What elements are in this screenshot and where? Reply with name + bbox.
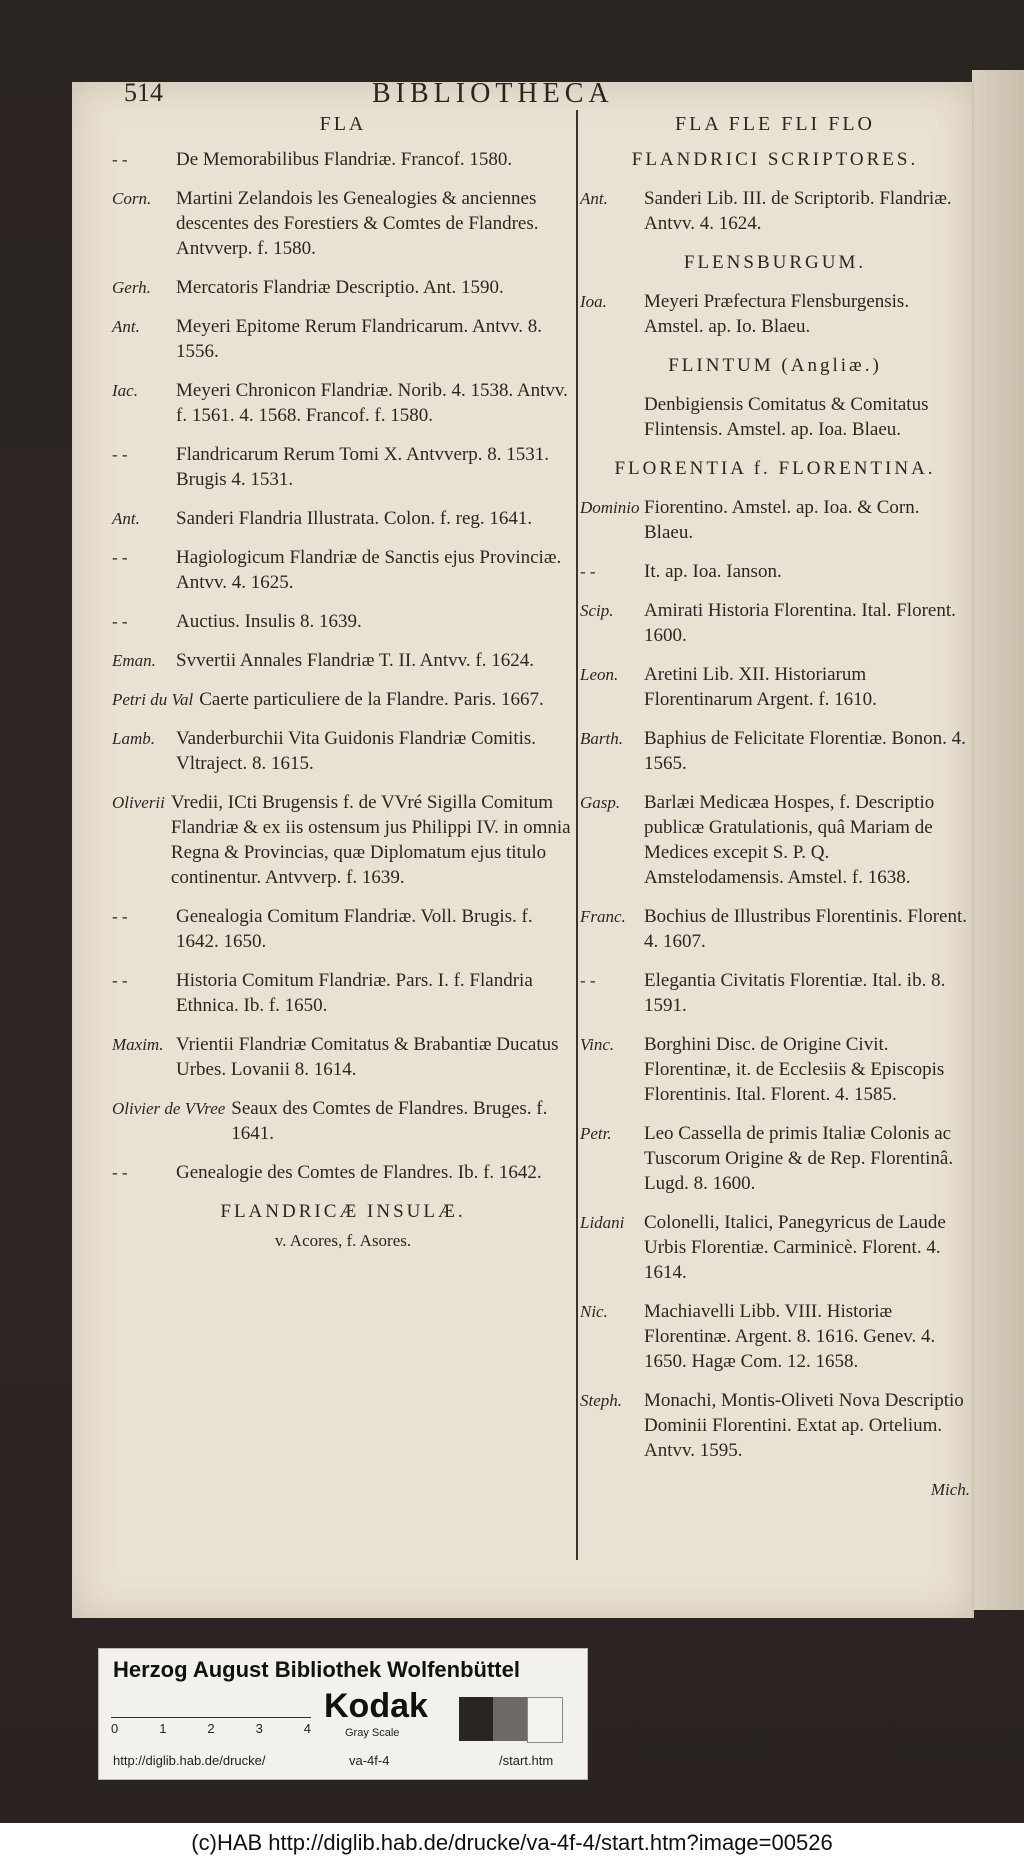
- gray-scale-label: Gray Scale: [345, 1727, 400, 1739]
- entry-text: Colonelli, Italici, Panegyricus de Laude Urbis Florentiæ. Carminicè. Florent. 4. 1614.: [644, 1212, 946, 1283]
- entry-text: Fiorentino. Amstel. ap. Ioa. & Corn. Blaeu.: [644, 497, 920, 543]
- entry-author: - -: [112, 907, 128, 926]
- entry-text: Flandricarum Rerum Tomi X. Antvverp. 8. 1531. Brugis 4. 1531.: [176, 444, 549, 490]
- entry-author: Nic.: [580, 1302, 608, 1321]
- entry-text: Hagiologicum Flandriæ de Sanctis ejus Provinciæ. Antvv. 4. 1625.: [176, 547, 562, 593]
- entry-text: Genealogia Comitum Flandriæ. Voll. Brugis. f. 1642. 1650.: [176, 906, 533, 952]
- entry-author: - -: [112, 445, 128, 464]
- entry-text: Denbigiensis Comitatus & Comitatus Flintensis. Amstel. ap. Ioa. Blaeu.: [644, 394, 929, 440]
- left-final-heading: FLANDRICÆ INSULÆ.: [220, 1201, 466, 1222]
- footer-url: (c)HAB http://diglib.hab.de/drucke/va-4f-4/start.htm?image=00526: [0, 1823, 1024, 1863]
- gray-swatch-mid: [493, 1697, 527, 1741]
- section-flintum: FLINTUM (Angliæ.): [668, 355, 882, 376]
- gray-swatch-dark: [459, 1697, 493, 1741]
- entry-author: Barth.: [580, 729, 623, 748]
- entry-author: Ioa.: [580, 292, 607, 311]
- entry-author: - -: [112, 971, 128, 990]
- entries-flensburgum: [580, 289, 970, 339]
- entry-author: Corn.: [112, 189, 152, 208]
- catalog-entry: [580, 968, 970, 1018]
- entry-text: Meyeri Præfectura Flensburgensis. Amstel. ap. Io. Blaeu.: [644, 291, 910, 337]
- catalog-entry: [112, 609, 574, 634]
- catalog-entry: [112, 1032, 574, 1082]
- entry-text: Sanderi Lib. III. de Scriptorib. Flandriæ. Antvv. 4. 1624.: [644, 188, 952, 234]
- url-left: http://diglib.hab.de/drucke/: [113, 1753, 266, 1768]
- color-calibration-bar: [98, 1648, 588, 1780]
- entry-author: - -: [112, 612, 128, 631]
- gray-swatch-light: [527, 1697, 563, 1743]
- entry-text: De Memorabilibus Flandriæ. Francof. 1580.: [176, 149, 513, 170]
- entry-author: Leon.: [580, 665, 619, 684]
- catalog-entry: [580, 598, 970, 648]
- catchword: Mich.: [930, 1480, 970, 1499]
- catalog-entry: [112, 687, 574, 712]
- entry-author: Franc.: [580, 907, 626, 926]
- catalog-entry: [112, 506, 574, 531]
- entry-text: Vrientii Flandriæ Comitatus & Brabantiæ Ducatus Urbes. Lovanii 8. 1614.: [176, 1034, 559, 1080]
- entry-author: Petr.: [580, 1124, 612, 1143]
- catalog-entry: [580, 904, 970, 954]
- catalog-entry: [112, 186, 574, 261]
- url-mid: va-4f-4: [349, 1753, 390, 1768]
- entry-author: Lamb.: [112, 729, 155, 748]
- section-florentia: FLORENTIA f. FLORENTINA.: [614, 458, 936, 479]
- entry-text: Mercatoris Flandriæ Descriptio. Ant. 1590.: [176, 277, 504, 298]
- entry-text: Auctius. Insulis 8. 1639.: [176, 611, 362, 632]
- entry-text: Baphius de Felicitate Florentiæ. Bonon. 4. 1565.: [644, 728, 966, 774]
- entry-text: Sanderi Flandria Illustrata. Colon. f. reg. 1641.: [176, 508, 533, 529]
- left-entries: [112, 147, 574, 1185]
- scale-tick: 2: [207, 1721, 215, 1736]
- entry-text: Vanderburchii Vita Guidonis Flandriæ Comitis. Vltraject. 8. 1615.: [176, 728, 537, 774]
- catalog-entry: [112, 275, 574, 300]
- entry-text: Martini Zelandois les Genealogies & anciennes descentes des Forestiers & Comtes de Flandres. Antvverp. f. 1580.: [176, 188, 539, 259]
- catalog-entry: [112, 790, 574, 890]
- catalog-entry: [112, 1096, 574, 1146]
- catalog-entry: [112, 147, 574, 172]
- left-column: [112, 108, 574, 1253]
- entry-author: Gasp.: [580, 793, 621, 812]
- entry-text: Machiavelli Libb. VIII. Historiæ Florentinæ. Argent. 8. 1616. Genev. 4. 1650. Hagæ Com. 12. 1658.: [644, 1301, 936, 1372]
- catalog-entry: [580, 289, 970, 339]
- entry-author: Gerh.: [112, 278, 151, 297]
- catalog-entry: [580, 1121, 970, 1196]
- catalog-entry: [580, 1210, 970, 1285]
- catalog-entry: [580, 392, 970, 442]
- entry-author: - -: [112, 150, 128, 169]
- entry-text: It. ap. Ioa. Ianson.: [644, 561, 782, 582]
- entry-text: Svvertii Annales Flandriæ T. II. Antvv. f. 1624.: [176, 650, 534, 671]
- entry-author: Scip.: [580, 601, 614, 620]
- catalog-entry: [580, 495, 970, 545]
- entry-author: Lidani: [580, 1213, 625, 1232]
- page-number: 514: [124, 78, 163, 107]
- entry-author: Maxim.: [112, 1035, 164, 1054]
- catalog-entry: [580, 790, 970, 890]
- entry-text: Aretini Lib. XII. Historiarum Florentinarum Argent. f. 1610.: [644, 664, 877, 710]
- entry-text: Vredii, ICti Brugensis f. de VVré Sigilla Comitum Flandriæ & ex iis ostensum jus Philippi IV. in omnia Regna & Provincias, quæ Diplomatum ejus titulo continentur. Antvverp. f. 1639.: [170, 792, 571, 888]
- scale-ruler: [111, 1697, 311, 1718]
- library-name: Herzog August Bibliothek Wolfenbüttel: [113, 1657, 520, 1682]
- entry-author: Ant.: [112, 509, 140, 528]
- scale-tick: 4: [303, 1721, 311, 1736]
- entry-text: Elegantia Civitatis Florentiæ. Ital. ib. 8. 1591.: [644, 970, 946, 1016]
- entries-flintum: [580, 392, 970, 442]
- entry-author: Ant.: [580, 189, 608, 208]
- entry-author: Oliverii: [112, 793, 165, 812]
- entry-text: Borghini Disc. de Origine Civit. Florentinæ, it. de Ecclesiis & Episcopis Florentinis. Ital. Florent. 4. 1585.: [644, 1034, 945, 1105]
- entry-author: Petri du Val: [112, 690, 194, 709]
- catalog-entry: [112, 545, 574, 595]
- catalog-entry: [112, 314, 574, 364]
- entry-author: - -: [580, 562, 596, 581]
- entry-author: - -: [580, 971, 596, 990]
- catalog-entry: [580, 186, 970, 236]
- scale-tick: 0: [111, 1721, 119, 1736]
- entry-author: Iac.: [112, 381, 138, 400]
- next-page-edge: [972, 70, 1024, 1610]
- entry-author: - -: [112, 548, 128, 567]
- entry-text: Monachi, Montis-Oliveti Nova Descriptio Dominii Florentini. Extat ap. Ortelium. Antvv. 1595.: [644, 1390, 964, 1461]
- entry-text: Genealogie des Comtes de Flandres. Ib. f. 1642.: [176, 1162, 542, 1183]
- entry-author: [580, 392, 644, 442]
- column-divider: [576, 110, 578, 1560]
- catalog-entry: [580, 1388, 970, 1463]
- entries-florentia: [580, 495, 970, 1463]
- entry-text: Leo Cassella de primis Italiæ Colonis ac Tuscorum Origine & de Rep. Florentinâ. Lugd. 8. 1600.: [644, 1123, 954, 1194]
- catalog-entry: [580, 726, 970, 776]
- entry-text: Amirati Historia Florentina. Ital. Florent. 1600.: [644, 600, 956, 646]
- entry-author: Steph.: [580, 1391, 623, 1410]
- scale-tick: 3: [255, 1721, 263, 1736]
- left-column-head: FLA: [319, 113, 367, 135]
- entry-author: Olivier de VVree: [112, 1099, 226, 1118]
- section-flensburgum: FLENSBURGUM.: [683, 252, 867, 273]
- kodak-logo: Kodak: [324, 1687, 428, 1725]
- catalog-entry: [580, 662, 970, 712]
- scale-ticks: [111, 1721, 311, 1736]
- entry-author: Dominio: [580, 498, 640, 517]
- catalog-entry: [112, 968, 574, 1018]
- entry-text: Barlæi Medicæa Hospes, f. Descriptio publicæ Gratulationis, quâ Mariam de Medices excepit S. P. Q. Amstelodamensis. Amstel. f. 1638.: [644, 792, 935, 888]
- section-flandrici: FLANDRICI SCRIPTORES.: [631, 149, 919, 170]
- catalog-entry: [112, 1160, 574, 1185]
- entry-author: Vinc.: [580, 1035, 615, 1054]
- catalog-entry: [112, 726, 574, 776]
- entry-author: - -: [112, 1163, 128, 1182]
- catalog-entry: [112, 442, 574, 492]
- entry-text: Meyeri Epitome Rerum Flandricarum. Antvv. 8. 1556.: [176, 316, 543, 362]
- catalog-entry: [112, 904, 574, 954]
- right-column: [580, 108, 970, 1502]
- entry-author: Eman.: [112, 651, 156, 670]
- entry-text: Bochius de Illustribus Florentinis. Florent. 4. 1607.: [644, 906, 967, 952]
- entry-text: Historia Comitum Flandriæ. Pars. I. f. Flandria Ethnica. Ib. f. 1650.: [176, 970, 533, 1016]
- scale-tick: 1: [159, 1721, 167, 1736]
- catalog-entry: [112, 378, 574, 428]
- entry-text: Caerte particuliere de la Flandre. Paris. 1667.: [199, 689, 544, 710]
- catalog-entry: [580, 559, 970, 584]
- catalog-entry: [580, 1299, 970, 1374]
- entries-flandrici: [580, 186, 970, 236]
- entry-text: Meyeri Chronicon Flandriæ. Norib. 4. 1538. Antvv. f. 1561. 4. 1568. Francof. f. 1580.: [176, 380, 568, 426]
- entry-text: Seaux des Comtes de Flandres. Bruges. f. 1641.: [231, 1098, 548, 1144]
- entry-author: Ant.: [112, 317, 140, 336]
- left-final-sub: v. Acores, f. Asores.: [274, 1231, 412, 1250]
- catalog-entry: [112, 648, 574, 673]
- right-column-head: FLA FLE FLI FLO: [674, 113, 876, 135]
- page-title: BIBLIOTHECA: [372, 78, 614, 109]
- catalog-entry: [580, 1032, 970, 1107]
- url-right: /start.htm: [499, 1753, 554, 1768]
